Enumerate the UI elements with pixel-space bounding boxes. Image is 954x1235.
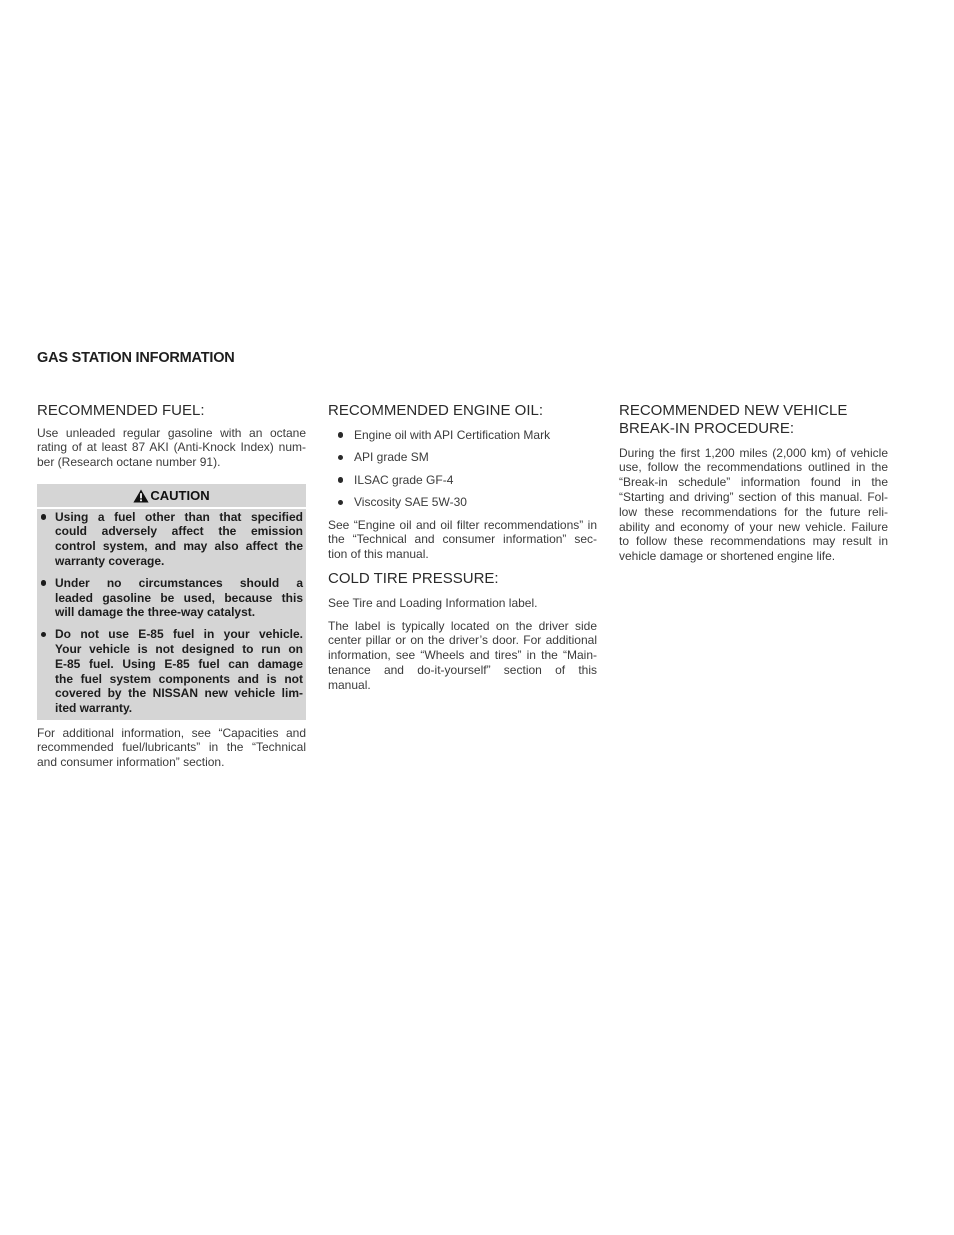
bullet-icon: [41, 580, 47, 586]
text-line: ber (Research octane number 91).: [37, 455, 221, 470]
text-line: See Tire and Loading Information label.: [328, 595, 538, 610]
tire-pressure-heading: COLD TIRE PRESSURE:: [328, 570, 499, 587]
text-line: Do not use E-85 fuel in your vehicle.: [55, 627, 303, 642]
text-line: “Break-in schedule” information found in the: [619, 475, 888, 490]
engine-oil-note-paragraph: [328, 518, 597, 562]
text-line: vehicle damage or shortened engine life.: [619, 549, 836, 564]
text-line: could adversely affect the emission: [55, 524, 303, 539]
text-line: See “Engine oil and oil filter recommendations” in: [328, 517, 597, 532]
list-item: [328, 428, 597, 443]
tire-pressure-detail-paragraph: [328, 619, 597, 693]
text-line: the fuel system components and is not: [55, 671, 303, 686]
list-item: [328, 495, 597, 510]
text-line: will damage the three-way catalyst.: [55, 605, 256, 620]
caution-header: [37, 484, 306, 509]
text-line: tenance and do-it-yourself” section of this: [328, 662, 597, 677]
text-line: use, follow the recommendations outlined in the: [619, 460, 888, 475]
heading-line: BREAK-IN PROCEDURE:: [619, 420, 795, 437]
text-line: warranty coverage.: [55, 553, 165, 568]
text-line: and consumer information” section.: [37, 755, 225, 770]
bullet-icon: [338, 477, 344, 483]
fuel-heading: RECOMMENDED FUEL:: [37, 402, 205, 419]
text-line: Use unleaded regular gasoline with an octane: [37, 425, 306, 440]
break-in-heading: [619, 402, 888, 438]
list-item: [328, 450, 597, 465]
caution-item: [55, 576, 303, 620]
text-line: rating of at least 87 AKI (Anti-Knock Index) num-: [37, 440, 306, 455]
text-line: Using a fuel other than that specified: [55, 509, 303, 524]
text-line: recommended fuel/lubricants” in the “Technical: [37, 740, 306, 755]
text-line: covered by the NISSAN new vehicle lim-: [55, 686, 303, 701]
caution-box: [37, 484, 306, 720]
section-title: GAS STATION INFORMATION: [37, 350, 235, 366]
list-item-text: API grade SM: [354, 450, 429, 465]
text-line: E-85 fuel. Using E-85 fuel can damage: [55, 656, 303, 671]
break-in-paragraph: [619, 446, 888, 564]
text-line: low these recommendations for the future reli-: [619, 504, 888, 519]
text-line: The label is typically located on the driver side: [328, 618, 597, 633]
tire-pressure-intro: [328, 596, 597, 611]
engine-oil-list: [328, 428, 597, 518]
text-line: For additional information, see “Capacities and: [37, 725, 306, 740]
text-line: During the first 1,200 miles (2,000 km) of vehicle: [619, 445, 888, 460]
bullet-icon: [41, 632, 47, 638]
text-line: control system, and may also affect the: [55, 539, 303, 554]
list-item: [328, 473, 597, 488]
text-line: Under no circumstances should a: [55, 575, 303, 590]
list-item-text: ILSAC grade GF-4: [354, 472, 454, 487]
caution-item: [55, 510, 303, 569]
text-line: ability and economy of your new vehicle. Failure: [619, 519, 888, 534]
bullet-icon: [338, 500, 344, 506]
bullet-icon: [41, 514, 47, 520]
text-line: center pillar or on the driver’s door. For additional: [328, 633, 597, 648]
text-line: ited warranty.: [55, 701, 133, 716]
heading-line: RECOMMENDED NEW VEHICLE: [619, 402, 848, 419]
text-line: manual.: [328, 677, 371, 692]
warning-triangle-icon: [133, 489, 149, 503]
fuel-note-paragraph: [37, 726, 306, 770]
text-line: to follow these recommendations may result in: [619, 534, 888, 549]
text-line: “Starting and driving” section of this manual. Fol-: [619, 489, 888, 504]
bullet-icon: [338, 455, 344, 461]
text-line: tion of this manual.: [328, 547, 429, 562]
list-item-text: Engine oil with API Certification Mark: [354, 427, 551, 442]
text-line: Your vehicle is not designed to run on: [55, 641, 303, 656]
text-line: leaded gasoline be used, because this: [55, 590, 303, 605]
bullet-icon: [338, 432, 344, 438]
caution-label: CAUTION: [150, 488, 210, 503]
caution-item: [55, 627, 303, 716]
fuel-intro-paragraph: [37, 426, 306, 470]
caution-body: [37, 509, 306, 716]
text-line: information, see “Wheels and tires” in the “Main-: [328, 648, 597, 663]
engine-oil-heading: RECOMMENDED ENGINE OIL:: [328, 402, 544, 419]
list-item-text: Viscosity SAE 5W-30: [354, 495, 467, 510]
text-line: the “Technical and consumer information” sec-: [328, 532, 597, 547]
